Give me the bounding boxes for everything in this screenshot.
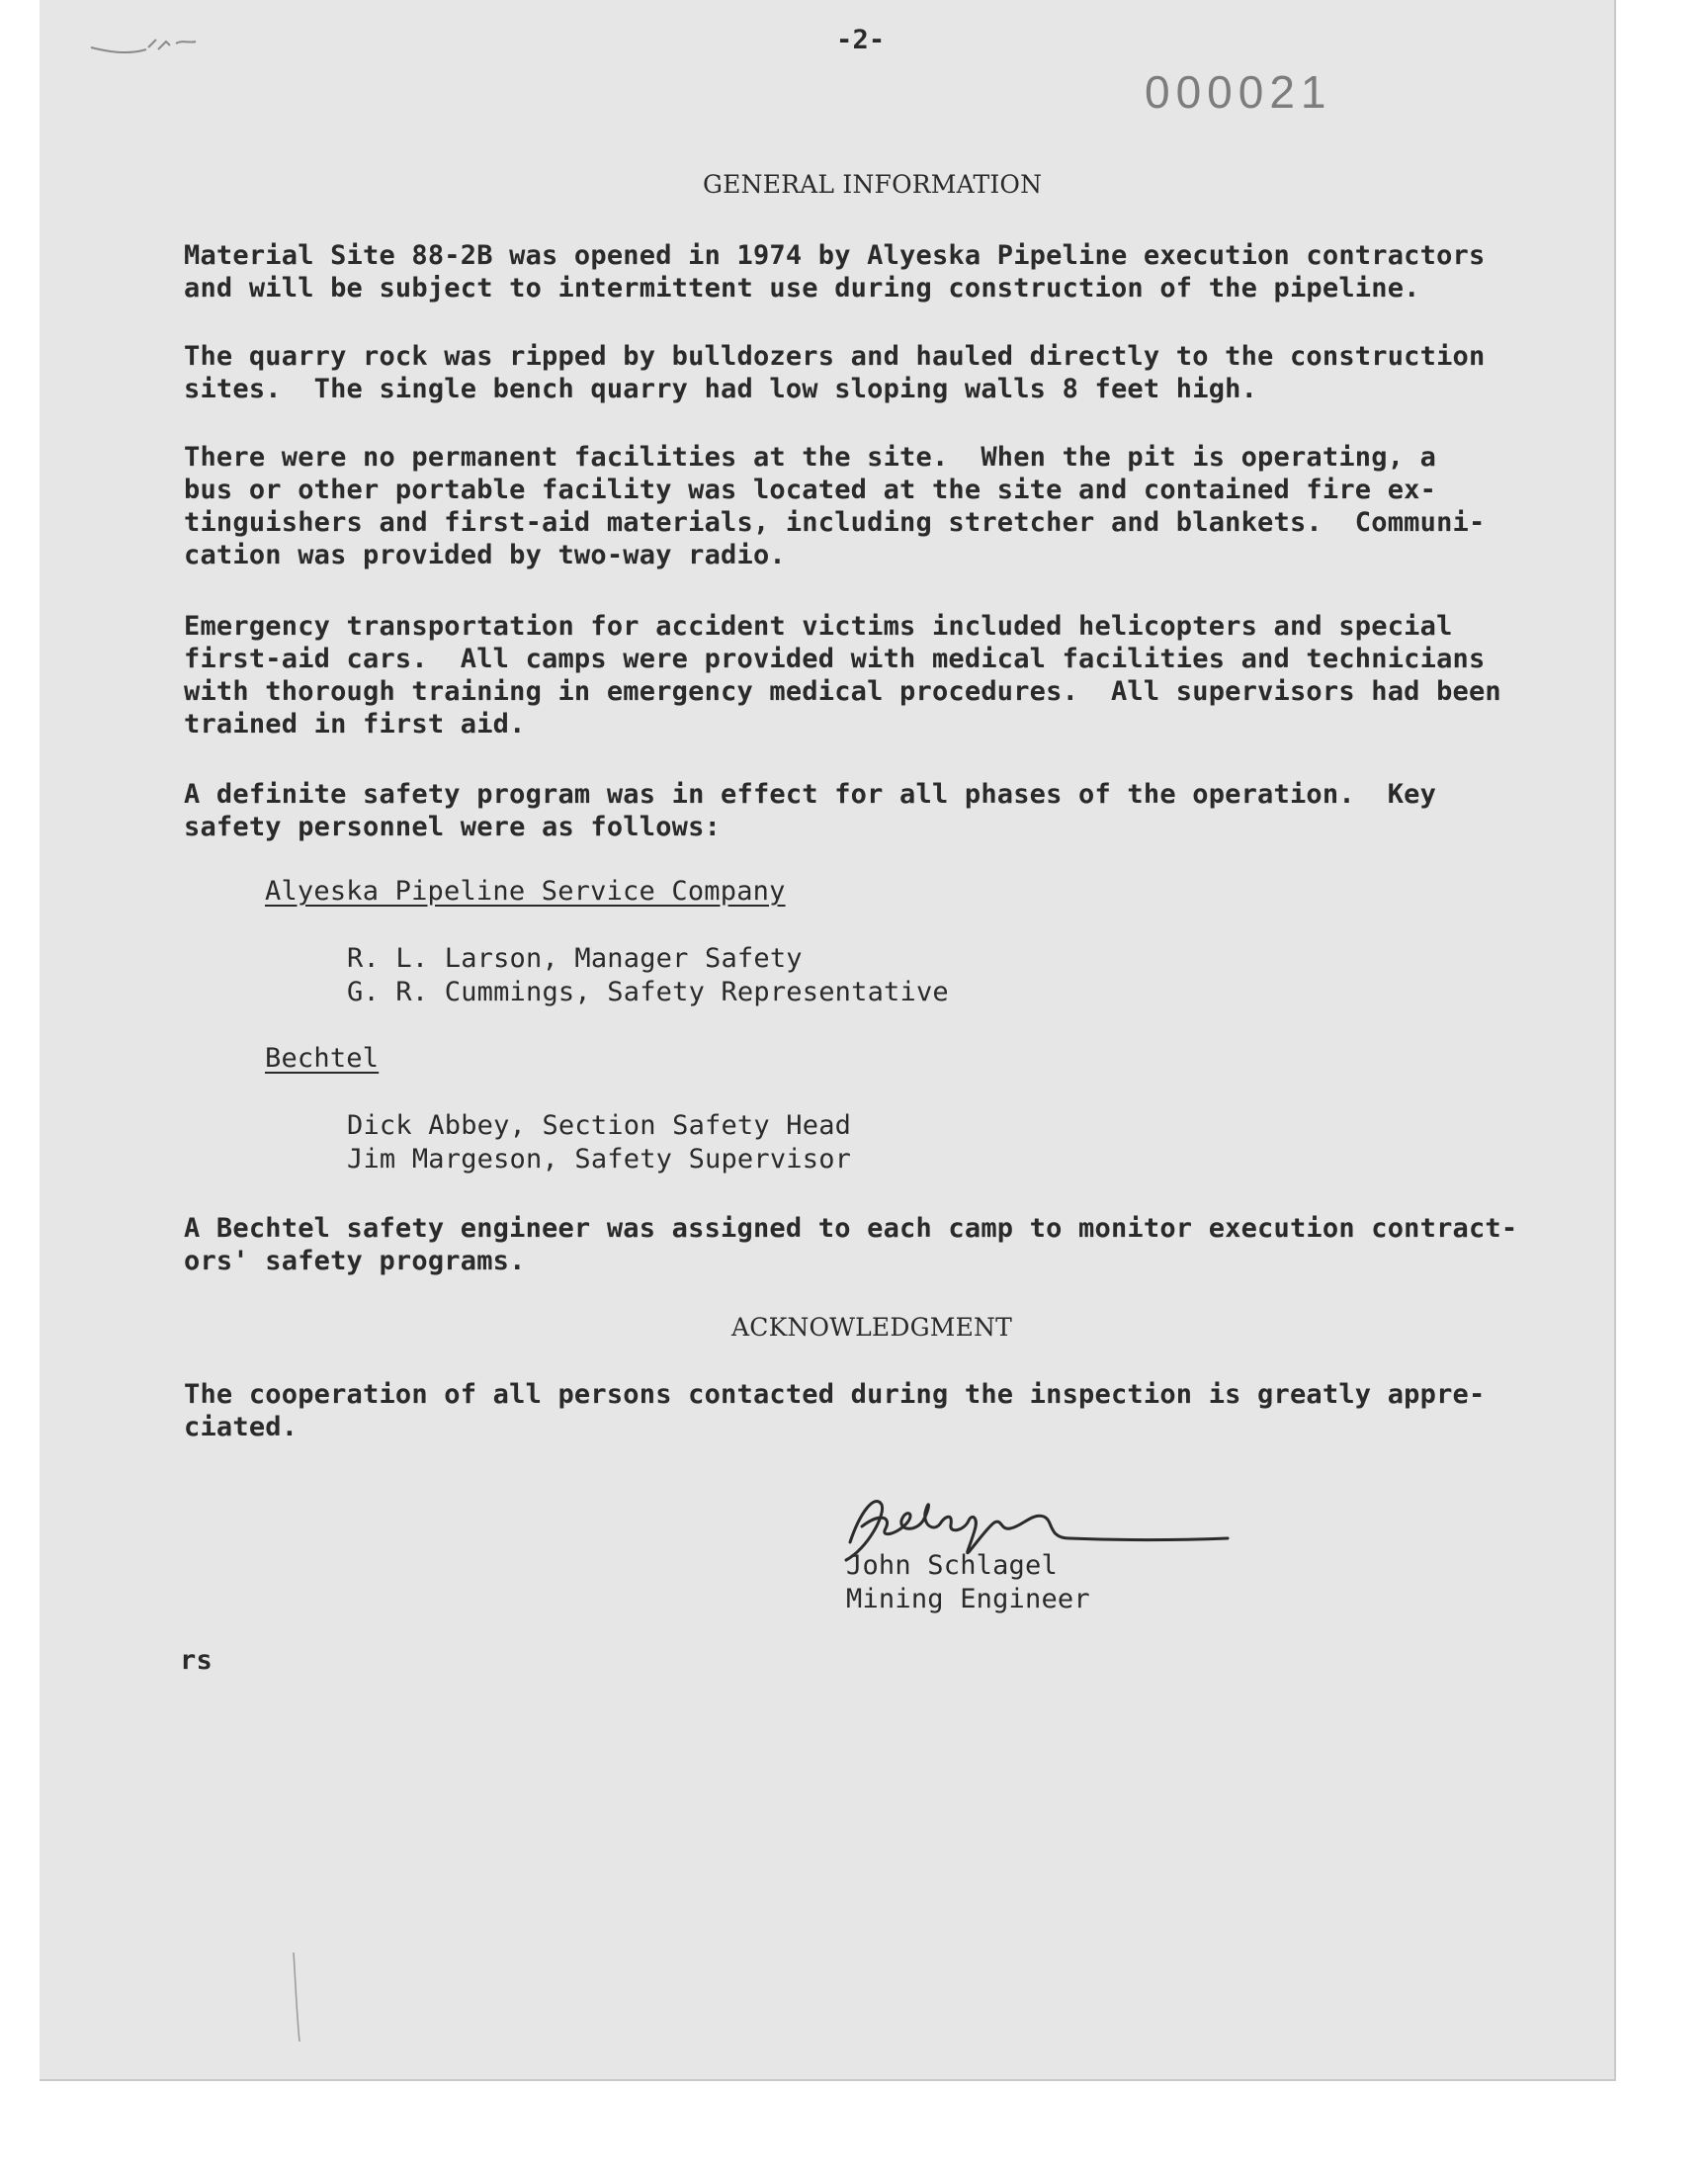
- section-heading-acknowledgment: ACKNOWLEDGMENT: [731, 1313, 1012, 1342]
- paragraph-quarry-rock: The quarry rock was ripped by bulldozers and hauled directly to the construction sites. The single bench quarry had low sloping walls 8 feet high.: [184, 341, 1486, 404]
- document-page: [40, 0, 1616, 2081]
- page-number: -2-: [836, 25, 886, 55]
- personnel-entry: Dick Abbey, Section Safety Head: [347, 1110, 852, 1141]
- personnel-entry: Jim Margeson, Safety Supervisor: [347, 1144, 852, 1174]
- org-heading-alyeska: Alyeska Pipeline Service Company: [265, 876, 786, 907]
- paragraph-facilities: There were no permanent facilities at the site. When the pit is operating, a bus or other portable facility was located at the site and contained fire ex- tinguishers and first-aid materials, including stretcher and blankets. Communi- cation was provided by two-way radio.: [184, 442, 1486, 570]
- corner-pen-mark: [87, 30, 206, 69]
- paragraph-emergency-transportation: Emergency transportation for accident victims included helicopters and special first-aid cars. All camps were provided with medical facilities and technicians with thorough training in emergency medical procedures. All supervisors had been trained in first aid.: [184, 611, 1501, 740]
- section-heading-general-information: GENERAL INFORMATION: [703, 170, 1043, 199]
- document-stamp-number: 000021: [1145, 66, 1332, 118]
- paragraph-acknowledgment: The cooperation of all persons contacted during the inspection is greatly appre- ciated.: [184, 1379, 1486, 1442]
- signatory-title: Mining Engineer: [846, 1584, 1090, 1614]
- personnel-entry: G. R. Cummings, Safety Representative: [347, 977, 949, 1007]
- org-heading-bechtel: Bechtel: [265, 1043, 380, 1074]
- signatory-name: John Schlagel: [846, 1550, 1058, 1581]
- typist-initials: rs: [180, 1645, 213, 1676]
- paragraph-safety-program: A definite safety program was in effect for all phases of the operation. Key safety personnel were as follows:: [184, 779, 1437, 842]
- margin-pencil-mark: [292, 1953, 301, 2042]
- paragraph-material-site: Material Site 88-2B was opened in 1974 by Alyeska Pipeline execution contractors and will be subject to intermittent use during construction of the pipeline.: [184, 240, 1486, 304]
- paragraph-bechtel-engineer: A Bechtel safety engineer was assigned to each camp to monitor execution contract- ors' safety programs.: [184, 1213, 1518, 1276]
- personnel-entry: R. L. Larson, Manager Safety: [347, 943, 803, 974]
